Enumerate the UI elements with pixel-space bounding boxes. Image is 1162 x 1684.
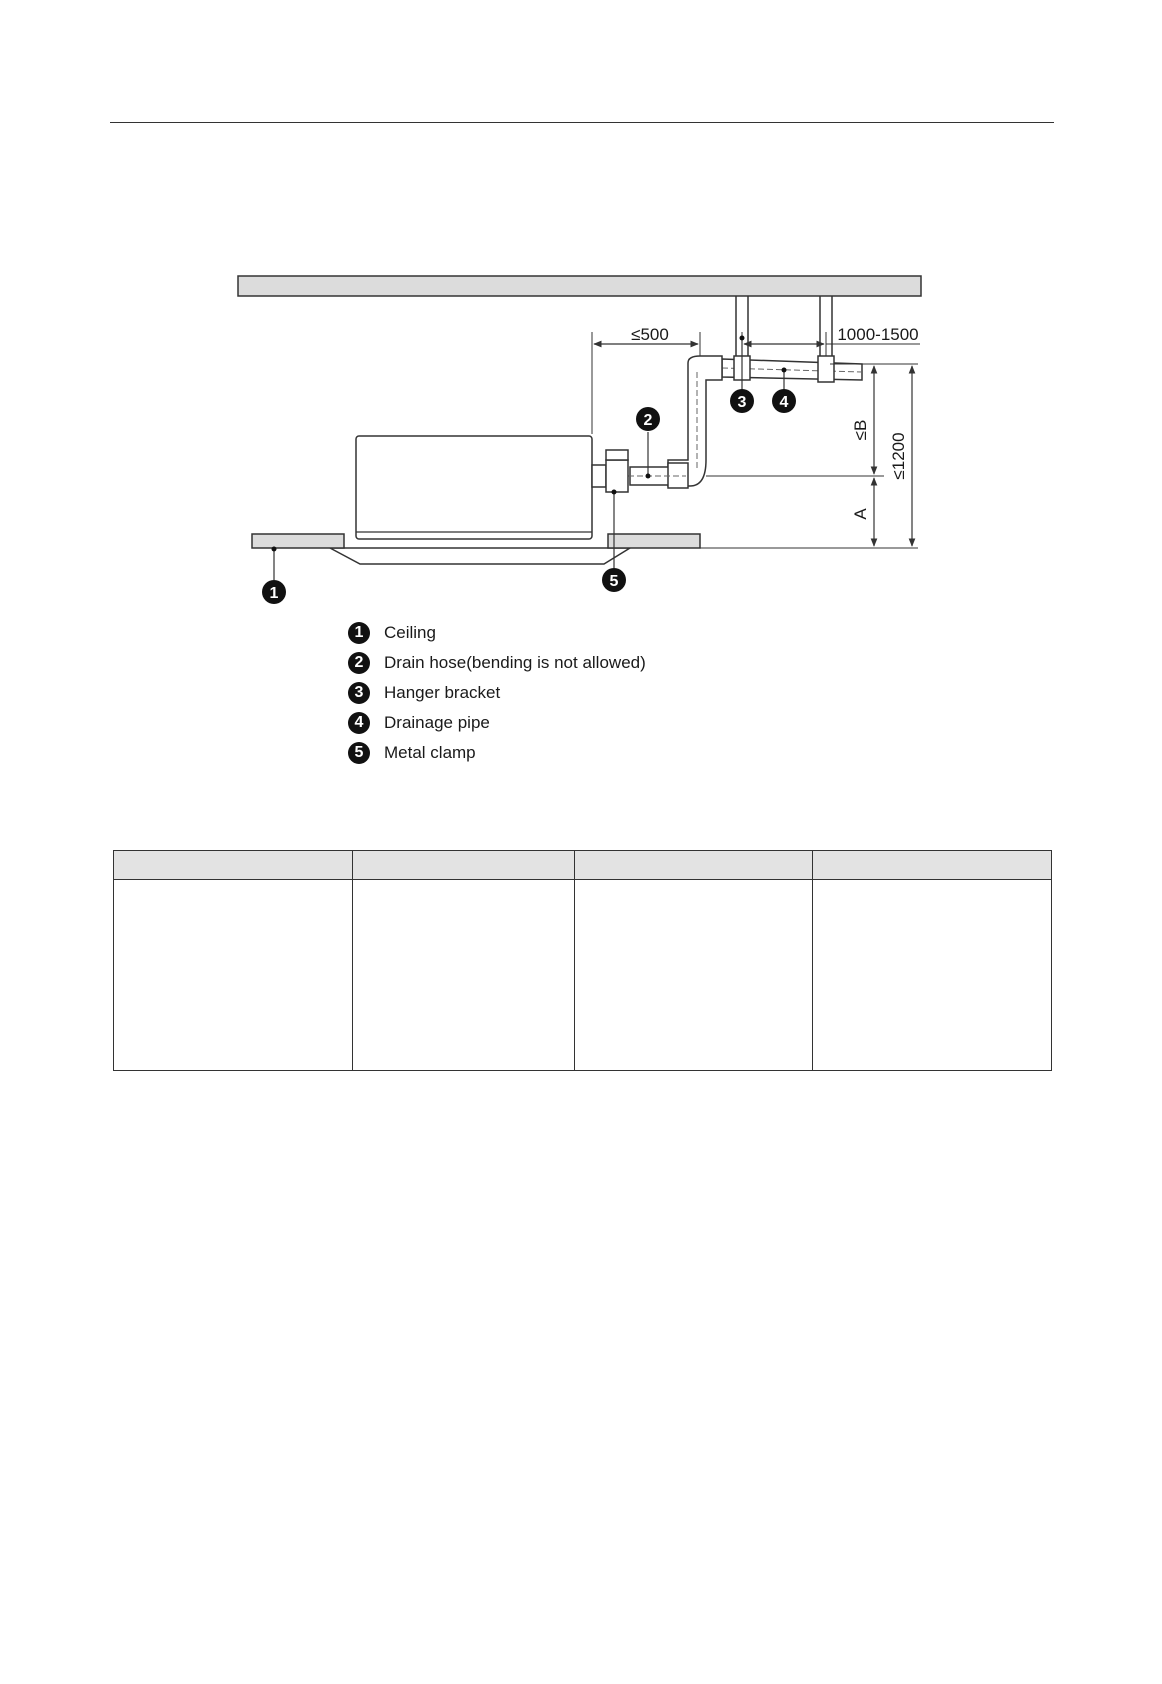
dimension-height-total: ≤1200	[889, 432, 908, 480]
legend-item	[348, 712, 646, 734]
lower-ceiling-right	[608, 534, 700, 548]
callout-number-3: 3	[737, 394, 747, 411]
legend-label: Hanger bracket	[384, 683, 501, 702]
legend-item	[348, 652, 646, 674]
callout-number-2: 2	[643, 412, 653, 429]
table-cell	[353, 880, 575, 1071]
legend-number-badge: 2	[348, 652, 370, 674]
legend-label: Drain hose(bending is not allowed)	[384, 653, 646, 672]
dimension-hanger-spacing: 1000-1500	[837, 325, 919, 344]
callout-number-4: 4	[779, 394, 789, 411]
dimension-height-a: A	[851, 508, 870, 520]
callout-dot	[612, 490, 617, 495]
hanger-bracket	[818, 356, 834, 382]
spec-table	[113, 850, 1052, 1071]
callout-dot	[272, 547, 277, 552]
legend-number-badge: 3	[348, 682, 370, 704]
table-cell	[813, 880, 1052, 1071]
drain-installation-diagram	[0, 0, 1162, 620]
table-header-cell	[813, 851, 1052, 880]
legend-label: Ceiling	[384, 623, 436, 642]
legend-number-badge: 4	[348, 712, 370, 734]
legend-number-badge: 5	[348, 742, 370, 764]
table-header-row	[114, 851, 1052, 880]
indoor-unit-body	[356, 436, 592, 539]
callout-number-1: 1	[269, 585, 279, 602]
legend-number-badge: 1	[348, 622, 370, 644]
drain-outlet	[592, 465, 606, 487]
dimension-hose-distance: ≤500	[631, 325, 669, 344]
legend-label: Drainage pipe	[384, 713, 490, 732]
table-cell	[114, 880, 353, 1071]
table-header-cell	[575, 851, 813, 880]
legend-item	[348, 742, 646, 764]
metal-clamp	[606, 460, 628, 492]
callout-number-5: 5	[609, 573, 619, 590]
legend-label: Metal clamp	[384, 743, 476, 762]
diagram-legend	[348, 622, 646, 772]
dimension-height-b: ≤B	[851, 419, 870, 441]
table-header-cell	[114, 851, 353, 880]
table-cell	[575, 880, 813, 1071]
callout-dot	[646, 474, 651, 479]
decorative-panel	[330, 548, 630, 564]
lower-ceiling-left	[252, 534, 344, 548]
table-header-cell	[353, 851, 575, 880]
upper-ceiling-slab	[238, 276, 921, 296]
drain-plug	[606, 450, 628, 460]
table-row	[114, 880, 1052, 1071]
callout-dot	[782, 368, 787, 373]
legend-item	[348, 622, 646, 644]
legend-item	[348, 682, 646, 704]
callout-dot	[740, 336, 745, 341]
